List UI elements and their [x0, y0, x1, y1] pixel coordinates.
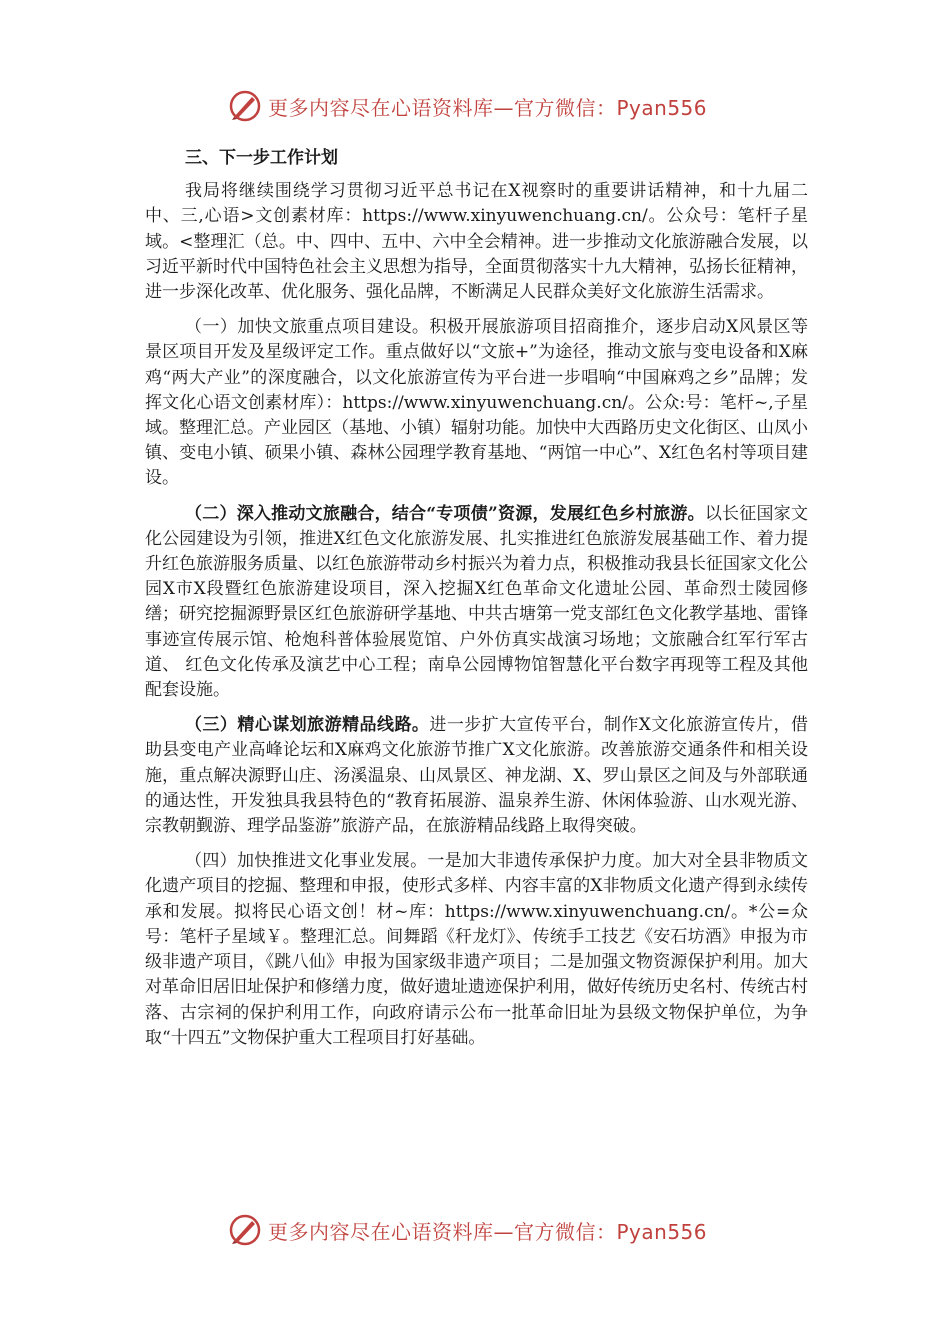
section-3-paragraph: [145, 713, 808, 839]
footer-watermark-banner: [228, 1212, 748, 1248]
section-2-paragraph: [145, 502, 808, 704]
intro-paragraph: 我局将继续围绕学习贯彻习近平总书记在X视察时的重要讲话精神，和十九届二中、三,心语>文创素材库：https://www.xinyuwenchuang.cn/。公众号：笔杆子星域。<整理汇（总。中、四中、五中、六中全会精神。进一步推动文化旅游融合发展，以习近平新时代中国特色社会主义思想为指导，全面贯彻落实十九大精神，弘扬长征精神，进一步深化改革、优化服务、强化品牌，不断满足人民群众美好文化旅游生活需求。: [145, 181, 808, 303]
document-body: [145, 146, 808, 1061]
section-heading: 三、下一步工作计划: [185, 148, 338, 168]
watermark-text: 更多内容尽在心语资料库—官方微信：Pyan556: [268, 1219, 708, 1244]
section-3-title: （三）精心谋划旅游精品线路。: [185, 715, 430, 736]
section-4-paragraph: （四）加快推进文化事业发展。一是加大非遗传承保护力度。加大对全县非物质文化遗产项目的挖掘、整理和申报，使形式多样、内容丰富的X非物质文化遗产得到永续传承和发展。拟将民心语文创！材~库：https://www.xinyuwenchuang.cn/。*公=众号：笔杆子星域￥。整理汇总。间舞蹈《秆龙灯》、传统手工技艺《安石坊酒》申报为市级非遗产项目，《跳八仙》申报为国家级非遗产项目；二是加强文物资源保护利用。加大对革命旧居旧址保护和修缮力度，做好遗址遗迹保护利用，做好传统历史名村、传统古村落、古宗祠的保护利用工作，向政府请示公布一批革命旧址为县级文物保护单位，为争取“十四五”文物保护重大工程项目打好基础。: [145, 851, 808, 1048]
section-2-body: 以长征国家文化公园建设为引领，推进X红色文化旅游发展、扎实推进红色旅游发展基础工作、着力提升红色旅游服务质量、以红色旅游带动乡村振兴为着力点，积极推动我县长征国家文化公园X市X段暨红色旅游建设项目，深入挖掘X红色革命文化遗址公园、革命烈士陵园修缮；研究挖掘源野景区红色旅游研学基地、中共古塘第一党支部红色文化教学基地、雷锋事迹宣传展示馆、枪炮科普体验展览馆、户外仿真实战演习场地；文旅融合红军行军古道、 红色文化传承及演艺中心工程；南阜公园博物馆智慧化平台数字再现等工程及其他配套设施。: [145, 503, 808, 701]
watermark-text: 更多内容尽在心语资料库—官方微信：Pyan556: [268, 95, 708, 120]
header-watermark-banner: [228, 88, 748, 124]
section-2-title: （二）深入推动文旅融合，结合“专项债”资源，发展红色乡村旅游。: [185, 503, 705, 524]
section-3-body: 进一步扩大宣传平台，制作X文化旅游宣传片，借助县变电产业高峰论坛和X麻鸡文化旅游节推广X文化旅游。改善旅游交通条件和相关设施，重点解决源野山庄、汤溪温泉、山凤景区、神龙湖、X、罗山景区之间及与外部联通的通达性，开发独具我县特色的“教育拓展游、温泉养生游、休闲体验游、山水观光游、宗教朝觐游、理学品鉴游”旅游产品，在旅游精品线路上取得突破。: [145, 715, 808, 837]
section-1-paragraph: （一）加快文旅重点项目建设。积极开展旅游项目招商推介，逐步启动X风景区等景区项目开发及星级评定工作。重点做好以“文旅+”为途径，推动文旅与变电设备和X麻鸡“两大产业”的深度融合，以文化旅游宣传为平台进一步唱响“中国麻鸡之乡”品牌；发挥文化心语文创素材库）：https://www.xinyuwenchuang.cn/。公众:号：笔杆~,子星域。整理汇总。产业园区（基地、小镇）辐射功能。加快中大西路历史文化街区、山凤小镇、变电小镇、硕果小镇、森林公园理学教育基地、“两馆一中心”、X红色名村等项目建设。: [145, 317, 808, 489]
pen-logo-icon: [228, 89, 262, 123]
pen-logo-icon: [228, 1213, 262, 1247]
